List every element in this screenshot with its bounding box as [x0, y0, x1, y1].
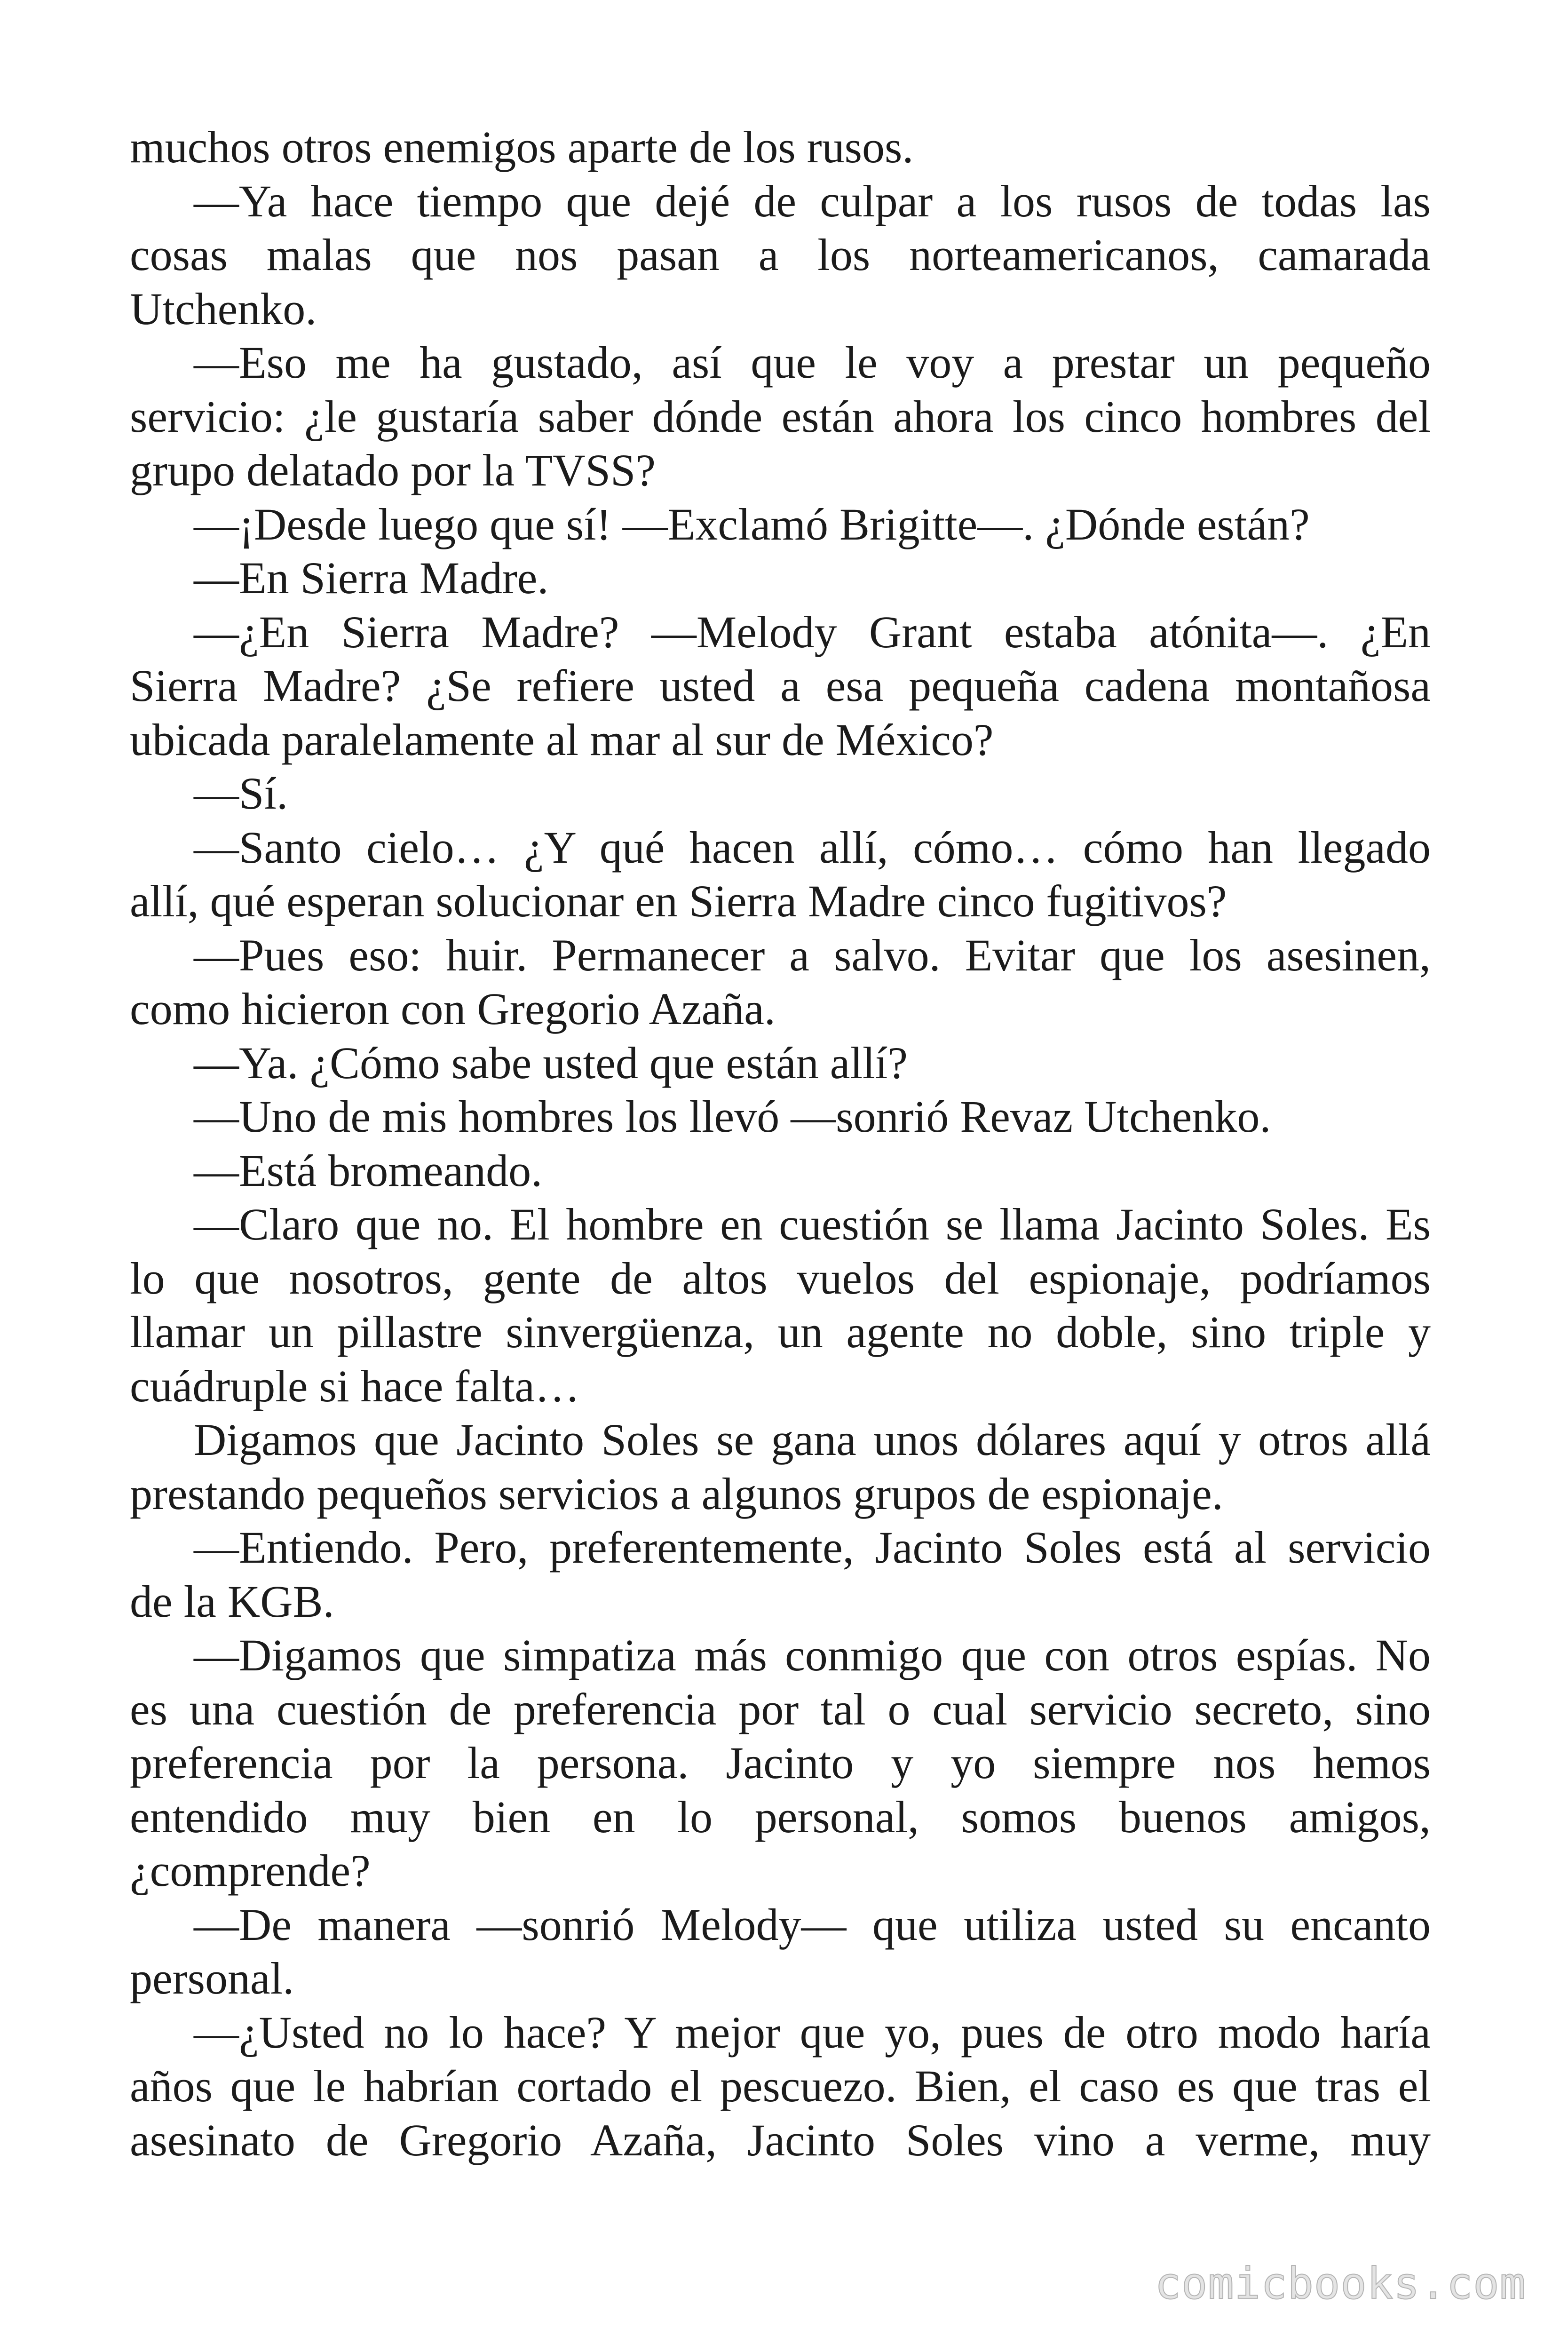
text-line: como hicieron con Gregorio Azaña.: [130, 984, 776, 1034]
paragraph: [130, 929, 1431, 1036]
text-line: —Está bromeando.: [194, 1145, 543, 1196]
text-line: ubicada paralelamente al mar al sur de México?: [130, 714, 994, 765]
text-line: ¿comprende?: [130, 1845, 371, 1896]
text-line: cuádruple si hace falta…: [130, 1360, 580, 1411]
watermark-text: comicbooks.com: [1155, 2258, 1526, 2309]
paragraph: [130, 498, 1431, 552]
paragraph: [130, 821, 1431, 929]
text-line: es una cuestión de preferencia por tal o cual servicio secreto, sino: [130, 1684, 1431, 1734]
text-line: —Uno de mis hombres los llevó —sonrió Revaz Utchenko.: [194, 1091, 1271, 1142]
text-line: —En Sierra Madre.: [194, 553, 549, 603]
paragraph: [130, 120, 1431, 175]
body-text: [130, 120, 1431, 2167]
text-line: —Sí.: [194, 768, 288, 818]
paragraph: [130, 551, 1431, 605]
text-line: grupo delatado por la TVSS?: [130, 445, 656, 495]
paragraph: [130, 605, 1431, 767]
text-line: Sierra Madre? ¿Se refiere usted a esa pequeña cadena montañosa: [130, 660, 1431, 711]
text-line: —¿Usted no lo hace? Y mejor que yo, pues de otro modo haría: [194, 2007, 1431, 2058]
text-line: —Digamos que simpatiza más conmigo que con otros espías. No: [194, 1630, 1431, 1680]
paragraph: [130, 1036, 1431, 1090]
paragraph: [130, 1413, 1431, 1521]
paragraph: [130, 1629, 1431, 1898]
text-line: —Ya hace tiempo que dejé de culpar a los rusos de todas las: [194, 175, 1431, 226]
text-line: asesinato de Gregorio Azaña, Jacinto Soles vino a verme, muy: [130, 2114, 1431, 2165]
paragraph: [130, 336, 1431, 498]
text-line: personal.: [130, 1953, 294, 2003]
text-line: —¡Desde luego que sí! —Exclamó Brigitte—. ¿Dónde están?: [194, 499, 1310, 549]
text-line: —Pues eso: huir. Permanecer a salvo. Evitar que los asesinen,: [194, 930, 1431, 980]
paragraph: [130, 1198, 1431, 1413]
text-line: Digamos que Jacinto Soles se gana unos dólares aquí y otros allá: [194, 1414, 1431, 1465]
text-line: —¿En Sierra Madre? —Melody Grant estaba atónita—. ¿En: [194, 606, 1431, 657]
text-line: —Claro que no. El hombre en cuestión se llama Jacinto Soles. Es: [194, 1199, 1431, 1249]
text-line: entendido muy bien en lo personal, somos buenos amigos,: [130, 1791, 1431, 1842]
text-line: —Entiendo. Pero, preferentemente, Jacinto Soles está al servicio: [194, 1522, 1431, 1573]
text-line: —De manera —sonrió Melody— que utiliza usted su encanto: [194, 1899, 1431, 1950]
paragraph: [130, 1898, 1431, 2006]
text-line: lo que nosotros, gente de altos vuelos del espionaje, podríamos: [130, 1253, 1431, 1303]
text-line: llamar un pillastre sinvergüenza, un agente no doble, sino triple y: [130, 1307, 1431, 1357]
paragraph: [130, 175, 1431, 336]
text-line: muchos otros enemigos aparte de los rusos.: [130, 122, 914, 172]
paragraph: [130, 1144, 1431, 1198]
text-line: Utchenko.: [130, 283, 317, 334]
text-line: —Eso me ha gustado, así que le voy a prestar un pequeño: [194, 337, 1431, 388]
text-line: allí, qué esperan solucionar en Sierra Madre cinco fugitivos?: [130, 876, 1227, 926]
text-line: —Santo cielo… ¿Y qué hacen allí, cómo… cómo han llegado: [194, 822, 1431, 873]
text-line: servicio: ¿le gustaría saber dónde están ahora los cinco hombres del: [130, 391, 1431, 442]
paragraph: [130, 767, 1431, 821]
text-line: cosas malas que nos pasan a los norteamericanos, camarada: [130, 230, 1431, 280]
text-line: de la KGB.: [130, 1576, 334, 1627]
text-line: preferencia por la persona. Jacinto y yo siempre nos hemos: [130, 1738, 1431, 1788]
text-line: prestando pequeños servicios a algunos grupos de espionaje.: [130, 1468, 1223, 1519]
paragraph: [130, 1090, 1431, 1144]
paragraph: [130, 2006, 1431, 2168]
text-line: años que le habrían cortado el pescuezo. Bien, el caso es que tras el: [130, 2061, 1431, 2111]
text-line: —Ya. ¿Cómo sabe usted que están allí?: [194, 1037, 908, 1088]
paragraph: [130, 1521, 1431, 1629]
